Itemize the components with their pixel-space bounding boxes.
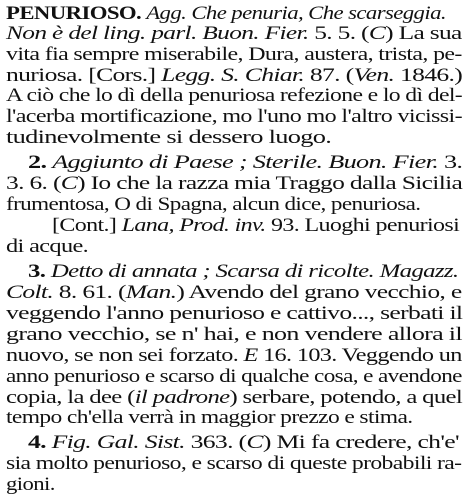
entry-line	[28, 261, 458, 283]
entry-text: ) serbare, potendo, a quel	[229, 387, 463, 408]
entry-line	[6, 194, 420, 216]
entry-text: ) La sua	[385, 23, 462, 44]
entry-text: 1846.)	[394, 65, 463, 86]
entry-line	[6, 282, 462, 304]
italic-text: C	[246, 432, 263, 453]
italic-text: Colt.	[6, 282, 54, 303]
entry-text: vita fia sempre miserabile, Dura, austera, trista, pe-	[6, 44, 462, 65]
entry-line	[6, 303, 462, 325]
entry-line	[28, 152, 462, 174]
entry-line	[52, 215, 459, 237]
entry-text: 3. 6. (	[6, 173, 61, 194]
italic-text: Detto di annata ; Scarsa di ricolte. Magazz.	[50, 261, 459, 282]
entry-line	[6, 345, 462, 367]
entry-text: veggendo l'anno penurioso e cattivo..., serbati il	[6, 303, 463, 324]
entry-text: ) Avendo del grano vecchio, e	[176, 282, 462, 303]
entry-line	[6, 23, 462, 45]
entry-text: copia, la dee (	[6, 387, 135, 408]
entry-text: sia molto penurioso, e scarso di queste probabili ra-	[6, 453, 462, 474]
entry-text: gioni.	[6, 474, 55, 495]
italic-text: Legg. S. Chiar.	[161, 65, 305, 86]
italic-text: Aggiunto di Paese ; Sterile. Buon. Fier.	[52, 152, 439, 173]
headword-text: 4.	[28, 432, 52, 453]
entry-text: nuovo, se non sei forzato.	[6, 345, 244, 366]
entry-text: tempo ch'ella verrà in maggior prezzo e stima.	[6, 407, 413, 428]
entry-line	[6, 173, 462, 195]
entry-text: [Cont.]	[52, 215, 122, 236]
entry-line	[6, 236, 88, 258]
italic-text: E	[243, 345, 258, 366]
italic-text: Ven.	[353, 65, 395, 86]
entry-text: A ciò che lo dì della penuriosa refezione e lo dì del-	[6, 85, 463, 106]
italic-text: C	[368, 23, 386, 44]
entry-line	[6, 85, 462, 107]
entry-line	[6, 106, 462, 128]
italic-text: Lana, Prod. inv.	[121, 215, 266, 236]
headword-text: 3.	[28, 261, 51, 282]
entry-line	[6, 3, 446, 25]
entry-text: di acque.	[6, 236, 89, 257]
italic-text: C	[60, 173, 78, 194]
entry-line	[6, 453, 461, 475]
entry-line	[28, 432, 459, 454]
italic-text: Non è del ling. parl. Buon. Fier.	[6, 23, 309, 44]
entry-line	[6, 44, 462, 66]
entry-text: grano vecchio, se n' hai, e non vendere allora il	[6, 324, 462, 345]
entry-text: ) Mi fa credere, ch'e'	[262, 432, 459, 453]
entry-line	[6, 366, 462, 388]
entry-line	[6, 474, 55, 496]
italic-text: il padrone	[134, 387, 230, 408]
entry-text: 3.	[438, 152, 463, 173]
italic-text: Fig. Gal. Sist.	[51, 432, 185, 453]
entry-text: 93. Luoghi penuriosi	[265, 215, 460, 236]
entry-text: 16. 103. Veggendo un	[257, 345, 462, 366]
entry-text: ) Io che la razza mia Traggo dalla Sicilia	[77, 173, 463, 194]
entry-line	[6, 324, 462, 346]
entry-text: nuriosa. [Cors.]	[6, 65, 162, 86]
italic-text: Man.	[125, 282, 177, 303]
entry-text: 8. 61. (	[53, 282, 126, 303]
entry-line	[6, 407, 413, 429]
italic-text: Agg. Che penuria, Che scarseggia.	[146, 3, 446, 24]
entry-line	[6, 65, 462, 87]
entry-text: tudinevolmente si dessero luogo.	[6, 127, 332, 148]
headword-text: 2.	[28, 152, 53, 173]
entry-line	[6, 387, 462, 409]
entry-text: anno penurioso e scarso di qualche cosa, e avendone	[6, 366, 462, 387]
entry-text: frumentosa, O di Spagna, alcun dice, penuriosa.	[6, 194, 421, 215]
entry-line	[6, 127, 331, 149]
entry-text: 87. (	[304, 65, 354, 86]
entry-text: l'acerba mortificazione, mo l'uno mo l'altro vicissi-	[6, 106, 462, 127]
entry-text: 363. (	[184, 432, 247, 453]
headword-text: PENURIOSO.	[6, 3, 142, 24]
entry-text: 5. 5. (	[308, 23, 369, 44]
